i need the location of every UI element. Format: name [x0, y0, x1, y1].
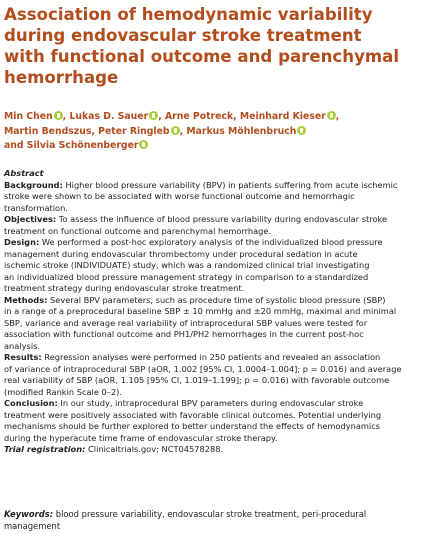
- keywords-text: management: [4, 520, 61, 531]
- author-name: Arne Potreck, Meinhard Kieser: [164, 111, 326, 122]
- conclusion-text: In our study, intraprocedural BPV parameters during endovascular stroke: [57, 398, 364, 408]
- author-name: and Silvia Schönenberger: [4, 140, 139, 151]
- abstract-heading: Abstract: [4, 168, 44, 178]
- author-name: Markus Möhlenbruch: [186, 125, 297, 137]
- design-text: an individualized blood pressure management strategy in comparison to a standardized: [4, 271, 369, 282]
- results-text: real variability of SBP (aOR, 1.105 [95% CI, 1.019–1.199]; p = 0.016) with favorable outcome: [4, 375, 390, 385]
- title-line: Association of hemodynamic variability: [4, 5, 373, 24]
- methods-text: analysis.: [4, 340, 41, 351]
- abstract-line: [4, 237, 444, 249]
- keywords-text: blood pressure variability, endovascular stroke treatment, peri-procedural: [53, 509, 367, 519]
- keywords-line: [4, 509, 444, 521]
- title-line: hemorrhage: [4, 68, 119, 87]
- abstract-line: [4, 352, 444, 364]
- design-text: management during endovascular thrombectomy under procedural sedation in acute: [4, 248, 358, 259]
- orcid-icon[interactable]: [297, 126, 306, 135]
- background-text: transformation.: [4, 202, 68, 213]
- design-text: We performed a post-hoc exploratory analysis of the individualized blood pressure: [39, 237, 383, 247]
- trial-registration-link[interactable]: Clinicaltrials.gov; NCT04578288.: [85, 444, 224, 454]
- results-label: Results:: [4, 352, 42, 362]
- author-line: Min Chen , Lukas D. Sauer , Arne Potreck, Meinhard Kieser ,: [4, 111, 340, 122]
- title-line: with functional outcome and parenchymal: [4, 47, 400, 66]
- author-name: Lukas D. Sauer: [69, 111, 149, 122]
- abstract-line: [4, 295, 444, 307]
- results-text: Regression analyses were performed in 250 patients and revealed an association: [41, 352, 381, 362]
- abstract-line: [4, 180, 444, 192]
- title-line: during endovascular stroke treatment: [4, 26, 362, 45]
- objectives-label: Objectives:: [4, 214, 57, 224]
- orcid-icon[interactable]: [327, 111, 336, 120]
- abstract-line: [4, 398, 444, 410]
- methods-text: Several BPV parameters, such as procedure time of systolic blood pressure (SBP): [47, 294, 386, 305]
- author-name: Martin Bendszus, Peter Ringleb: [4, 125, 170, 137]
- results-text: of variance of intraprocedural SBP (aOR, 1.002 [95% CI, 1.0004–1.004]; p = 0.016) and average: [4, 363, 402, 374]
- keywords-label: Keywords:: [4, 509, 54, 519]
- orcid-icon[interactable]: [149, 111, 158, 120]
- design-text: treatment strategy during endovascular stroke treatment.: [4, 283, 245, 293]
- orcid-icon[interactable]: [54, 111, 63, 120]
- methods-text: in a range of a preprocedural baseline SBP ± 10 mmHg and ±20 mmHg, maximal and minimal: [4, 306, 397, 316]
- results-text: (modified Rankin Scale 0–2).: [4, 386, 123, 397]
- objectives-text: To assess the influence of blood pressure variability during endovascular stroke: [56, 214, 388, 224]
- trial-registration: [4, 444, 444, 456]
- author-name: Min Chen: [4, 111, 53, 122]
- orcid-icon[interactable]: [139, 140, 148, 149]
- design-text: ischemic stroke (INDIVIDUATE) study, which was a randomized clinical trial investigating: [4, 260, 370, 270]
- conclusion-text: treatment were positively associated with favorable clinical outcomes. Potential underlying: [4, 409, 382, 420]
- author-line: [4, 139, 444, 154]
- objectives-text: treatment on functional outcome and parenchymal hemorrhage.: [4, 225, 272, 236]
- conclusion-label: Conclusion:: [4, 398, 58, 408]
- trial-registration-label: Trial registration:: [4, 444, 86, 454]
- background-text: Higher blood pressure variability (BPV) in patients suffering from acute ischemic: [62, 179, 398, 190]
- keywords-section: [4, 509, 444, 532]
- design-label: Design:: [4, 237, 40, 247]
- author-line: Martin Bendszus, Peter Ringleb , Markus Möhlenbruch: [4, 125, 444, 140]
- conclusion-text: mechanisms should be further explored to better understand the effects of hemodynamics: [4, 421, 381, 431]
- background-text: stroke were shown to be associated with worse functional outcome and hemorrhagic: [4, 191, 355, 201]
- abstract-line: [4, 214, 444, 226]
- methods-text: SBP, variance and average real variability of intraprocedural SBP values were tested for: [4, 317, 368, 328]
- author-list: [4, 110, 444, 154]
- conclusion-text: during the hyperacute time frame of endovascular stroke therapy.: [4, 432, 278, 443]
- orcid-icon[interactable]: [171, 126, 180, 135]
- background-label: Background:: [4, 179, 63, 190]
- methods-label: Methods:: [4, 294, 48, 305]
- methods-text: association with functional outcome and PH1/PH2 hemorrhages in the current post-hoc: [4, 329, 364, 339]
- abstract-section: [4, 168, 444, 456]
- article-title: [4, 4, 436, 88]
